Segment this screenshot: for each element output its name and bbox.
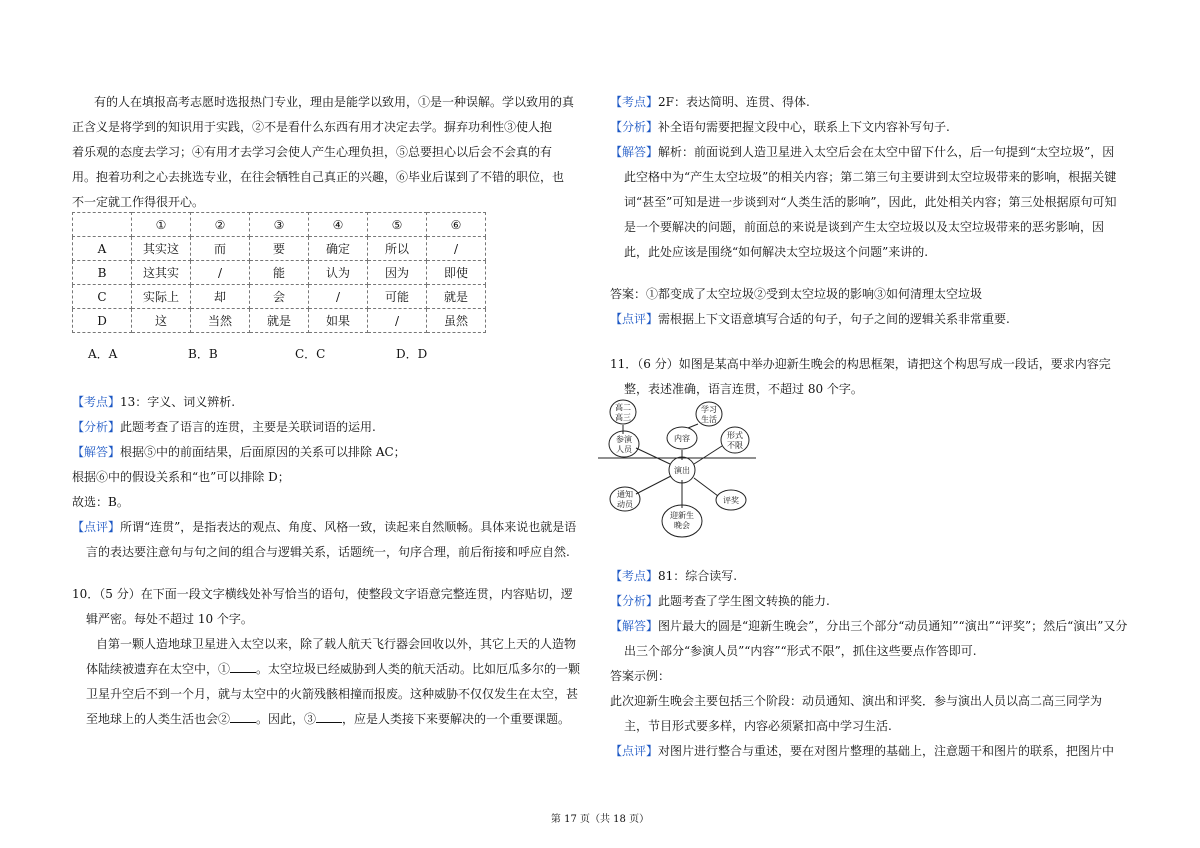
choice-d[interactable]: D．D	[396, 347, 428, 361]
table-cell: /	[309, 285, 368, 309]
table-cell: 即使	[427, 261, 486, 285]
label-root: 晚会	[674, 521, 690, 530]
tag-dianping: 【点评】	[610, 744, 659, 758]
table-cell: 要	[250, 237, 309, 261]
q10-stem: 10．（5 分）在下面一段文字横线处补写恰当的语句，使整段文字语意完整连贯，内容贴切，逻	[72, 587, 573, 601]
table-header-row	[73, 213, 486, 237]
label-xuexi: 生活	[701, 415, 717, 424]
dianping-text: 需根据上下文语意填写合适的句子，句子之间的逻辑关系非常重要.	[658, 312, 1010, 326]
jieda-text: 图片最大的圆是“迎新生晚会”，分出三个部分“动员通知”“演出”“评奖”；然后“演出”又分	[658, 619, 1128, 633]
table-cell: 而	[191, 237, 250, 261]
table-row	[73, 309, 486, 333]
text: ，应是人类接下来要解决的一个重要课题。	[342, 712, 571, 726]
choice-a[interactable]: A．A	[88, 347, 118, 361]
passage-line: 着乐观的态度去学习；④有用才去学习会使人产生心理负担，⑤总要担心以后会不会真的有	[72, 145, 553, 159]
jieda-text: 解析：前面说到人造卫星进入太空后会在太空中留下什么，后一句提到“太空垃圾”，因	[658, 145, 1115, 159]
label-tongzhi: 通知	[617, 490, 633, 499]
q10-passage	[86, 657, 580, 682]
table-cell: 就是	[427, 285, 486, 309]
table-cell: C	[73, 285, 132, 309]
table-row	[73, 261, 486, 285]
q11-stem: 11．（6 分）如图是某高中举办迎新生晚会的构思框架，请把这个构思写成一段话，要求内容完	[610, 357, 1111, 371]
tag-kaodian: 【考点】	[610, 569, 659, 583]
label-xingshi: 不限	[727, 441, 743, 450]
blank-2[interactable]	[230, 722, 256, 723]
table-cell: 却	[191, 285, 250, 309]
passage-line: 正含义是将学到的知识用于实践，②不是看什么东西有用才决定去学。摒弃功利性③使人抱	[72, 120, 553, 134]
table-cell: B	[73, 261, 132, 285]
q11-fenxi	[610, 589, 830, 614]
q10-dianping	[610, 307, 1010, 332]
tag-kaodian: 【考点】	[610, 95, 659, 109]
label-pingjiang: 评奖	[723, 496, 739, 505]
tag-dianping: 【点评】	[72, 520, 121, 534]
link-center-canyan	[636, 448, 670, 464]
q10-passage	[86, 707, 570, 732]
q11-example-label: 答案示例：	[610, 669, 671, 683]
table-cell: ⑥	[427, 213, 486, 237]
choice-c[interactable]: C．C	[295, 347, 326, 361]
q11-jieda	[610, 614, 1127, 639]
table-cell: 当然	[191, 309, 250, 333]
table-cell: /	[427, 237, 486, 261]
link-center-pingjiang	[694, 478, 718, 496]
table-cell: 可能	[368, 285, 427, 309]
label-canyan: 参演	[616, 435, 632, 444]
link-center-tongzhi	[636, 476, 671, 494]
table-cell: ④	[309, 213, 368, 237]
table-cell: ⑤	[368, 213, 427, 237]
link-center-xingshi	[694, 446, 722, 464]
fenxi-text: 此题考查了学生图文转换的能力.	[658, 594, 830, 608]
text: 体陆续被遗弃在太空中，①	[86, 662, 231, 676]
label-tongzhi: 动员	[617, 500, 633, 509]
table-cell: 实际上	[132, 285, 191, 309]
passage-line: 有的人在填报高考志愿时选报热门专业，理由是能学以致用，①是一种误解。学以致用的真	[94, 95, 575, 109]
table-cell: /	[368, 309, 427, 333]
jieda-text: 根据⑤中的前面结果，后面原因的关系可以排除 AC；	[120, 445, 406, 459]
q9-dianping-cont: 言的表达要注意句与句之间的组合与逻辑关系，话题统一，句序合理，前后衔接和呼应自然.	[86, 545, 570, 559]
q10-kaodian	[610, 90, 810, 115]
table-cell: 所以	[368, 237, 427, 261]
dianping-text: 对图片进行整合与重述，要在对图片整理的基础上，注意题干和图片的联系，把图片中	[658, 744, 1115, 758]
q10-jieda-cont: 是一个要解决的问题，前面总的来说是谈到产生太空垃圾以及太空垃圾带来的恶劣影响，因	[624, 220, 1105, 234]
q11-stem-cont: 整，表述准确，语言连贯，不超过 80 个字。	[624, 382, 863, 396]
q10-jieda-cont: 此，此处应该是围绕“如何解决太空垃圾这个问题”来讲的.	[624, 245, 929, 259]
label-gaoer: 高二	[615, 403, 631, 412]
table-cell: 因为	[368, 261, 427, 285]
table-cell: 如果	[309, 309, 368, 333]
blank-3[interactable]	[316, 722, 342, 723]
q10-passage: 卫星升空后不到一个月，就与太空中的火箭残骸相撞而报废。这种威胁不仅仅发生在太空，甚	[86, 687, 579, 701]
table-cell: ③	[250, 213, 309, 237]
label-xuexi: 学习	[701, 405, 717, 414]
page-footer: 第 17 页（共 18 页）	[550, 814, 650, 825]
table-cell: 虽然	[427, 309, 486, 333]
q11-example: 此次迎新生晚会主要包括三个阶段：动员通知、演出和评奖．参与演出人员以高二高三同学为	[610, 694, 1103, 708]
table-cell: ②	[191, 213, 250, 237]
table-cell: 会	[250, 285, 309, 309]
label-gaoer: 高三	[615, 413, 631, 422]
q11-kaodian	[610, 564, 737, 589]
q10-jieda	[610, 140, 1114, 165]
table-cell: 这其实	[132, 261, 191, 285]
concept-diagram	[598, 398, 768, 540]
table-row	[73, 237, 486, 261]
q10-stem-cont: 辑严密。每处不超过 10 个字。	[86, 612, 253, 626]
table-row	[73, 285, 486, 309]
q11-dianping	[610, 739, 1114, 764]
table-cell: 其实这	[132, 237, 191, 261]
table-cell: 认为	[309, 261, 368, 285]
passage-line: 不一定就工作得很开心。	[72, 195, 205, 209]
q9-kaodian	[72, 390, 235, 415]
tag-fenxi: 【分析】	[72, 420, 121, 434]
q10-fenxi	[610, 115, 950, 140]
choice-b[interactable]: B．B	[188, 347, 218, 361]
q9-fenxi	[72, 415, 376, 440]
fenxi-text: 补全语句需要把握文段中心，联系上下文内容补写句子.	[658, 120, 950, 134]
tag-jieda: 【解答】	[610, 619, 659, 633]
q9-dianping	[72, 515, 576, 540]
table-cell: 能	[250, 261, 309, 285]
label-neirong: 内容	[674, 434, 690, 443]
label-root: 迎新生	[670, 511, 694, 520]
tag-fenxi: 【分析】	[610, 120, 659, 134]
q10-jieda-cont: 词“甚至”可知是进一步谈到对“人类生活的影响”，因此，此处相关内容；第三处根据原句可知	[624, 195, 1117, 209]
options-table	[72, 212, 486, 333]
text: 。太空垃圾已经威胁到人类的航天活动。比如厄瓜多尔的一颗	[256, 662, 581, 676]
kaodian-text: 13：字义、词义辨析.	[120, 395, 236, 409]
table-cell: /	[191, 261, 250, 285]
table-cell	[73, 213, 132, 237]
tag-jieda: 【解答】	[610, 145, 659, 159]
q9-jieda	[72, 440, 406, 465]
kaodian-text: 81：综合读写.	[658, 569, 738, 583]
tag-kaodian: 【考点】	[72, 395, 121, 409]
table-cell: 确定	[309, 237, 368, 261]
passage-line: 用。抱着功利之心去挑选专业，在往会牺牲自己真正的兴趣，⑥毕业后谋到了不错的职位，也	[72, 170, 565, 184]
tag-jieda: 【解答】	[72, 445, 121, 459]
tag-fenxi: 【分析】	[610, 594, 659, 608]
blank-1[interactable]	[230, 672, 256, 673]
q10-passage: 自第一颗人造地球卫星进入太空以来，除了载人航天飞行器会回收以外，其它上天的人造物	[96, 637, 577, 651]
q10-jieda-cont: 此空格中为“产生太空垃圾”的相关内容；第二第三句主要讲到太空垃圾带来的影响，根据关键	[624, 170, 1117, 184]
link-neirong-xuexi	[688, 424, 698, 428]
table-cell: A	[73, 237, 132, 261]
dianping-text: 所谓“连贯”，是指表达的观点、角度、风格一致，读起来自然顺畅。具体来说也就是语	[120, 520, 577, 534]
text: 。因此，③	[256, 712, 317, 726]
kaodian-text: 2F：表达简明、连贯、得体.	[658, 95, 810, 109]
q10-answer: 答案：①都变成了太空垃圾②受到太空垃圾的影响③如何清理太空垃圾	[610, 287, 983, 301]
table-cell: D	[73, 309, 132, 333]
fenxi-text: 此题考查了语言的连贯，主要是关联词语的运用.	[120, 420, 376, 434]
label-xingshi: 形式	[727, 431, 743, 440]
q9-line3: 故选：B。	[72, 495, 129, 509]
table-cell: ①	[132, 213, 191, 237]
table-cell: 就是	[250, 309, 309, 333]
table-cell: 这	[132, 309, 191, 333]
text: 至地球上的人类生活也会②	[86, 712, 231, 726]
tag-dianping: 【点评】	[610, 312, 659, 326]
label-center: 演出	[674, 466, 690, 475]
q11-example-cont: 主，节目形式要多样，内容必须紧扣高中学习生活.	[624, 719, 892, 733]
label-canyan: 人员	[616, 445, 632, 454]
q11-jieda-cont: 出三个部分“参演人员”“内容”“形式不限”，抓住这些要点作答即可.	[624, 644, 977, 658]
q9-line2: 根据⑥中的假设关系和“也”可以排除 D；	[72, 470, 290, 484]
